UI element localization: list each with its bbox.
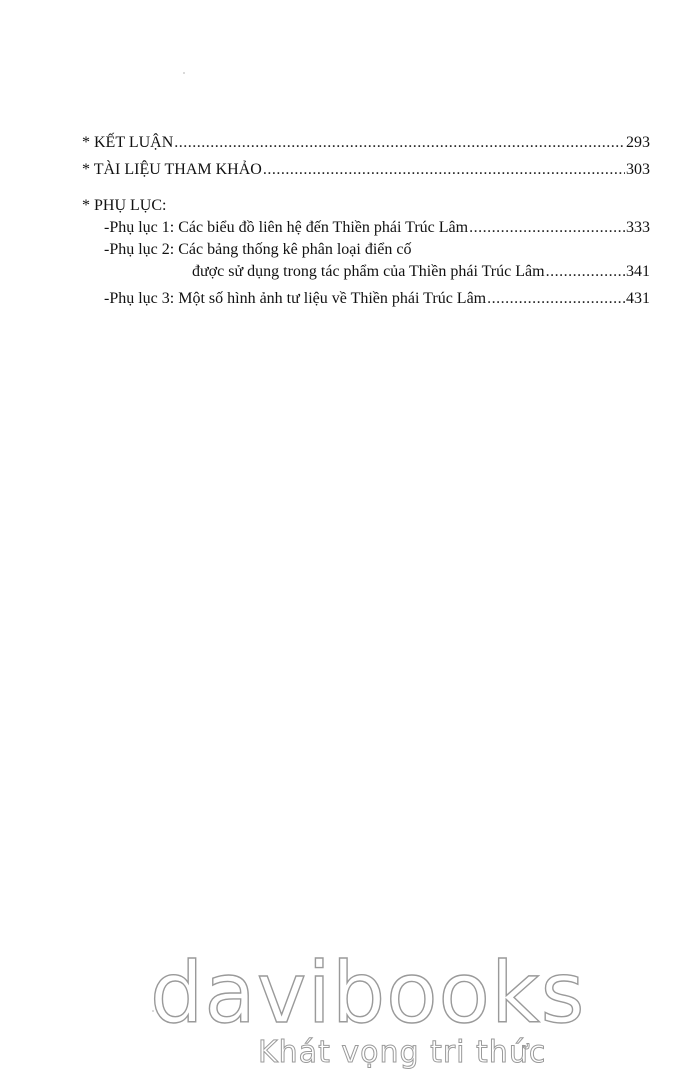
dot-leader bbox=[487, 288, 625, 310]
watermark-brand: davibooks bbox=[150, 944, 586, 1042]
davibooks-watermark bbox=[150, 944, 586, 1075]
toc-heading-phu-luc bbox=[82, 195, 650, 217]
dot-leader bbox=[469, 217, 625, 239]
dot-leader bbox=[263, 159, 625, 181]
watermark-tagline: Khát vọng tri thức bbox=[258, 1035, 547, 1070]
toc-entry-page: 333 bbox=[626, 219, 650, 236]
toc-entry-appendix-2-line-2 bbox=[82, 261, 650, 283]
toc-entry-label: -Phụ lục 2: Các bảng thống kê phân loại điển cố bbox=[104, 241, 412, 258]
toc-entry-appendix-3 bbox=[82, 288, 650, 310]
toc-entry-label: * TÀI LIỆU THAM KHẢO bbox=[82, 161, 262, 178]
toc-entry-page: 431 bbox=[626, 290, 650, 307]
toc-entry-page: 341 bbox=[626, 263, 650, 280]
toc-entry-ket-luan bbox=[82, 132, 650, 154]
toc-entry-label: được sử dụng trong tác phẩm của Thiền phái Trúc Lâm bbox=[192, 263, 545, 280]
dot-leader bbox=[174, 132, 625, 154]
toc-entry-label: -Phụ lục 1: Các biểu đồ liên hệ đến Thiền phái Trúc Lâm bbox=[104, 219, 469, 236]
toc-entry-appendix-2-line-1 bbox=[82, 239, 650, 261]
dot-leader bbox=[546, 261, 625, 283]
scan-speck bbox=[183, 72, 185, 74]
toc-entry-tai-lieu bbox=[82, 159, 650, 181]
table-of-contents bbox=[82, 132, 650, 310]
toc-entry-label: * KẾT LUẬN bbox=[82, 134, 174, 151]
toc-heading-label: * PHỤ LỤC: bbox=[82, 197, 167, 214]
toc-entry-page: 303 bbox=[626, 161, 650, 178]
toc-entry-page: 293 bbox=[626, 134, 650, 151]
toc-entry-label: -Phụ lục 3: Một số hình ảnh tư liệu về Thiền phái Trúc Lâm bbox=[104, 290, 487, 307]
toc-entry-appendix-1 bbox=[82, 217, 650, 239]
